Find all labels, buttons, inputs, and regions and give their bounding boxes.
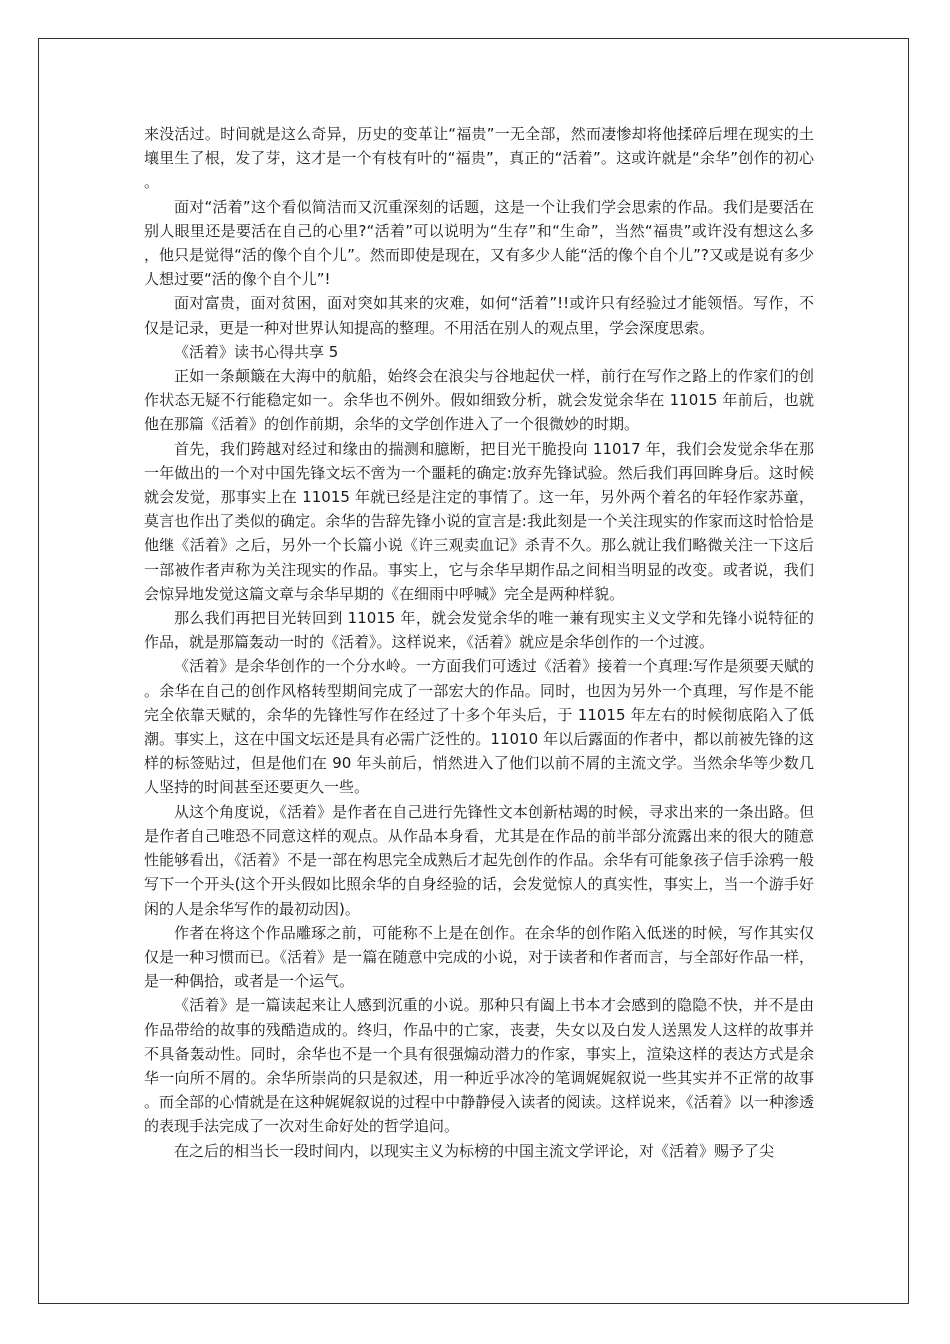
paragraph: 来没活过。时间就是这么奇异，历史的变革让“福贵”一无全部，然而凄惨却将他揉碎后埋在现实的土壤里生了根，发了芽，这才是一个有枝有叶的“福贵”，真正的“活着”。这或许就是“余华”创作的初心。: [144, 125, 814, 192]
paragraph: 从这个角度说，《活着》是作者在自己进行先锋性文本创新枯竭的时候，寻求出来的一条出路。但是作者自己唯恐不同意这样的观点。从作品本身看，尤其是在作品的前半部分流露出来的很大的随意性能够看出，《活着》不是一部在构思完全成熟后才起先创作的作品。余华有可能象孩子信手涂鸦一般写下一个开头(这个开头假如比照余华的自身经验的话，会发觉惊人的真实性，事实上，当一个游手好闲的人是余华写作的最初动因)。: [144, 802, 814, 918]
section-heading: 《活着》读书心得共享 5: [174, 342, 339, 361]
paragraph: 正如一条颠簸在大海中的航船，始终会在浪尖与谷地起伏一样，前行在写作之路上的作家们的创作状态无疑不行能稳定如一。余华也不例外。假如细致分析，就会发觉余华在 11015 年前后，也就他在那篇《活着》的创作前期，余华的文学创作进入了一个很微妙的时期。: [144, 367, 814, 434]
paragraph: 首先，我们跨越对经过和缘由的揣测和臆断，把目光干脆投向 11017 年，我们会发觉余华在那一年做出的一个对中国先锋文坛不啻为一个噩耗的确定:放弃先锋试验。然后我们再回眸身后。这时候就会发觉，那事实上在 11015 年就已经是注定的事情了。这一年，另外两个着名的年轻作家苏童，莫言也作出了类似的确定。余华的告辞先锋小说的宣言是:我此刻是一个关注现实的作家而这时恰恰是他继《活着》之后，另外一个长篇小说《许三观卖血记》杀青不久。那么就让我们略微关注一下这后一部被作者声称为关注现实的作品。事实上，它与余华早期作品之间相当明显的改变。或者说，我们会惊异地发觉这篇文章与余华早期的《在细雨中呼喊》完全是两种样貌。: [144, 439, 814, 603]
paragraph: 那么我们再把目光转回到 11015 年，就会发觉余华的唯一兼有现实主义文学和先锋小说特征的作品，就是那篇轰动一时的《活着》。这样说来，《活着》就应是余华创作的一个过渡。: [144, 609, 814, 652]
paragraph: 在之后的相当长一段时间内，以现实主义为标榜的中国主流文学评论，对《活着》赐予了尖: [174, 1141, 775, 1160]
document-body: [144, 122, 814, 1163]
paragraph: 作者在将这个作品雕琢之前，可能称不上是在创作。在余华的创作陷入低迷的时候，写作其实仅仅是一种习惯而已。《活着》是一篇在随意中完成的小说，对于读者和作者而言，与全部好作品一样，是一种偶拾，或者是一个运气。: [144, 923, 814, 991]
paragraph: 面对“活着”这个看似简洁而又沉重深刻的话题，这是一个让我们学会思索的作品。我们是要活在别人眼里还是要活在自己的心里?“活着”可以说明为“生存”和“生命”，当然“福贵”或许没有想这么多，他只是觉得“活的像个自个儿”。然而即使是现在，又有多少人能“活的像个自个儿”?又或是说有多少人想过要“活的像个自个儿”!: [144, 197, 814, 289]
paragraph: 《活着》是一篇读起来让人感到沉重的小说。那种只有阖上书本才会感到的隐隐不快，并不是由作品带给的故事的残酷造成的。终归，作品中的亡家，丧妻，失女以及白发人送黑发人这样的故事并不具备轰动性。同时，余华也不是一个具有很强煽动潜力的作家，事实上，渲染这样的表达方式是余华一向所不屑的。余华所崇尚的只是叙述，用一种近乎冰冷的笔调娓娓叙说一些其实并不正常的故事。而全部的心情就是在这种娓娓叙说的过程中中静静侵入读者的阅读。这样说来，《活着》以一种渗透的表现手法完成了一次对生命好处的哲学追问。: [144, 996, 814, 1136]
paragraph: 面对富贵，面对贫困，面对突如其来的灾难，如何“活着”!!或许只有经验过才能领悟。写作，不仅是记录，更是一种对世界认知提高的整理。不用活在别人的观点里，学会深度思索。: [144, 294, 814, 337]
paragraph: 《活着》是余华创作的一个分水岭。一方面我们可透过《活着》接着一个真理:写作是须要天赋的。余华在自己的创作风格转型期间完成了一部宏大的作品。同时，也因为另外一个真理，写作是不能完全依靠天赋的，余华的先锋性写作在经过了十多个年头后，于 11015 年左右的时候彻底陷入了低潮。事实上，这在中国文坛还是具有必需广泛性的。11010 年以后露面的作者中，都以前被先锋的这样的标签贴过，但是他们在 90 年头前后，悄然进入了他们以前不屑的主流文学。当然余华等少数几人坚持的时间甚至还要更久一些。: [144, 657, 814, 797]
